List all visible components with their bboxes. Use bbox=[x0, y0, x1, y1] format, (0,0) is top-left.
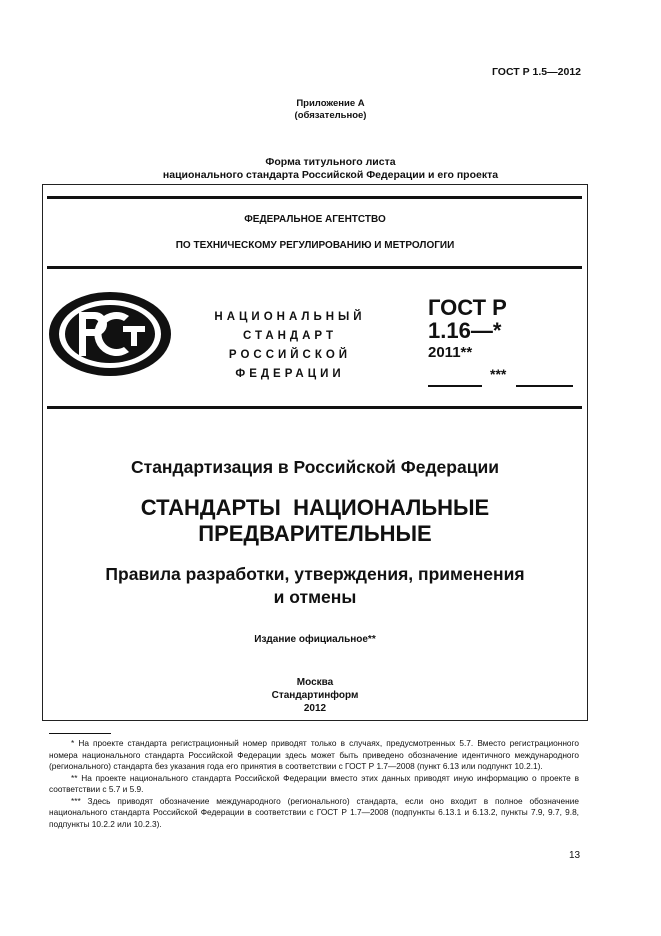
annex-heading bbox=[0, 98, 661, 122]
national-standard-line1: НАЦИОНАЛЬНЫЙ bbox=[214, 311, 366, 323]
gost-year: 2011** bbox=[428, 344, 473, 361]
footnote-2: ** На проекте национального стандарта Российской Федерации вместо этих данных приводят иную информацию о проекте в соответствии с 5.7 и 5.9. bbox=[49, 772, 579, 794]
subtitle-line1: Правила разработки, утверждения, применения bbox=[105, 564, 525, 584]
edition-label: Издание официальное** bbox=[254, 634, 376, 645]
subtitle bbox=[42, 563, 588, 609]
form-title bbox=[0, 156, 661, 182]
footnotes bbox=[49, 738, 579, 830]
publication-year: 2012 bbox=[303, 703, 327, 714]
gost-underline-left bbox=[428, 385, 482, 387]
agency-line1: ФЕДЕРАЛЬНОЕ АГЕНТСТВО bbox=[244, 214, 386, 225]
form-title-line1: Форма титульного листа bbox=[265, 156, 396, 168]
subtitle-line2: и отмены bbox=[273, 587, 357, 607]
main-title bbox=[42, 495, 588, 547]
designation-rule bbox=[47, 406, 582, 409]
main-title-line1: СТАНДАРТЫ НАЦИОНАЛЬНЫЕ bbox=[140, 495, 490, 520]
gost-underline-right bbox=[516, 385, 573, 387]
national-standard-line2: СТАНДАРТ bbox=[243, 330, 337, 342]
gost-prefix: ГОСТ Р bbox=[428, 295, 507, 320]
rst-logo-icon bbox=[47, 290, 173, 378]
annex-status: (обязательное) bbox=[294, 110, 367, 121]
gost-stars: *** bbox=[490, 366, 507, 382]
gost-number: 1.16—* bbox=[428, 318, 502, 343]
annex-label: Приложение А bbox=[296, 98, 365, 109]
publisher-name: Стандартинформ bbox=[271, 690, 359, 701]
national-standard-label bbox=[192, 308, 388, 384]
top-rule bbox=[47, 196, 582, 199]
agency-line2: ПО ТЕХНИЧЕСКОМУ РЕГУЛИРОВАНИЮ И МЕТРОЛОГИИ bbox=[175, 240, 455, 251]
main-title-line2: ПРЕДВАРИТЕЛЬНЫЕ bbox=[198, 521, 432, 546]
form-title-line2: национального стандарта Российской Федерации и его проекта bbox=[162, 169, 499, 181]
series-title: Стандартизация в Российской Федерации bbox=[130, 457, 499, 477]
publication-city: Москва bbox=[296, 677, 334, 688]
publication-info bbox=[42, 676, 588, 715]
document-code: ГОСТ Р 1.5—2012 bbox=[491, 66, 581, 78]
national-standard-line4: ФЕДЕРАЦИИ bbox=[235, 368, 345, 380]
page-number: 13 bbox=[569, 850, 581, 861]
gost-designation bbox=[428, 296, 507, 364]
national-standard-line3: РОССИЙСКОЙ bbox=[228, 349, 352, 361]
agency-rule bbox=[47, 266, 582, 269]
footnote-1: * На проекте стандарта регистрационный номер приводят только в случаях, предусмотренных 5.7. Вместо регистрационного номера национального стандарта Российской Федерации здесь может быть приведено обозначение идентичного международного (регионального) стандарта без указания года его принятия в соответствии с ГОСТ Р 1.7—2008 (пункт 6.13 или подпункт 10.2.1). bbox=[49, 738, 579, 771]
footnote-3: *** Здесь приводят обозначение международного (регионального) стандарта, если оно входит в полное обозначение национального стандарта Российской Федерации в соответствии с ГОСТ Р 1.7—2008 (подпункты 6.13.1 и 6.13.2, пункты 7.9, 9.7, 9.8, подпункты 10.2.2 или 10.2.3). bbox=[49, 795, 579, 829]
footnote-rule bbox=[49, 733, 111, 734]
